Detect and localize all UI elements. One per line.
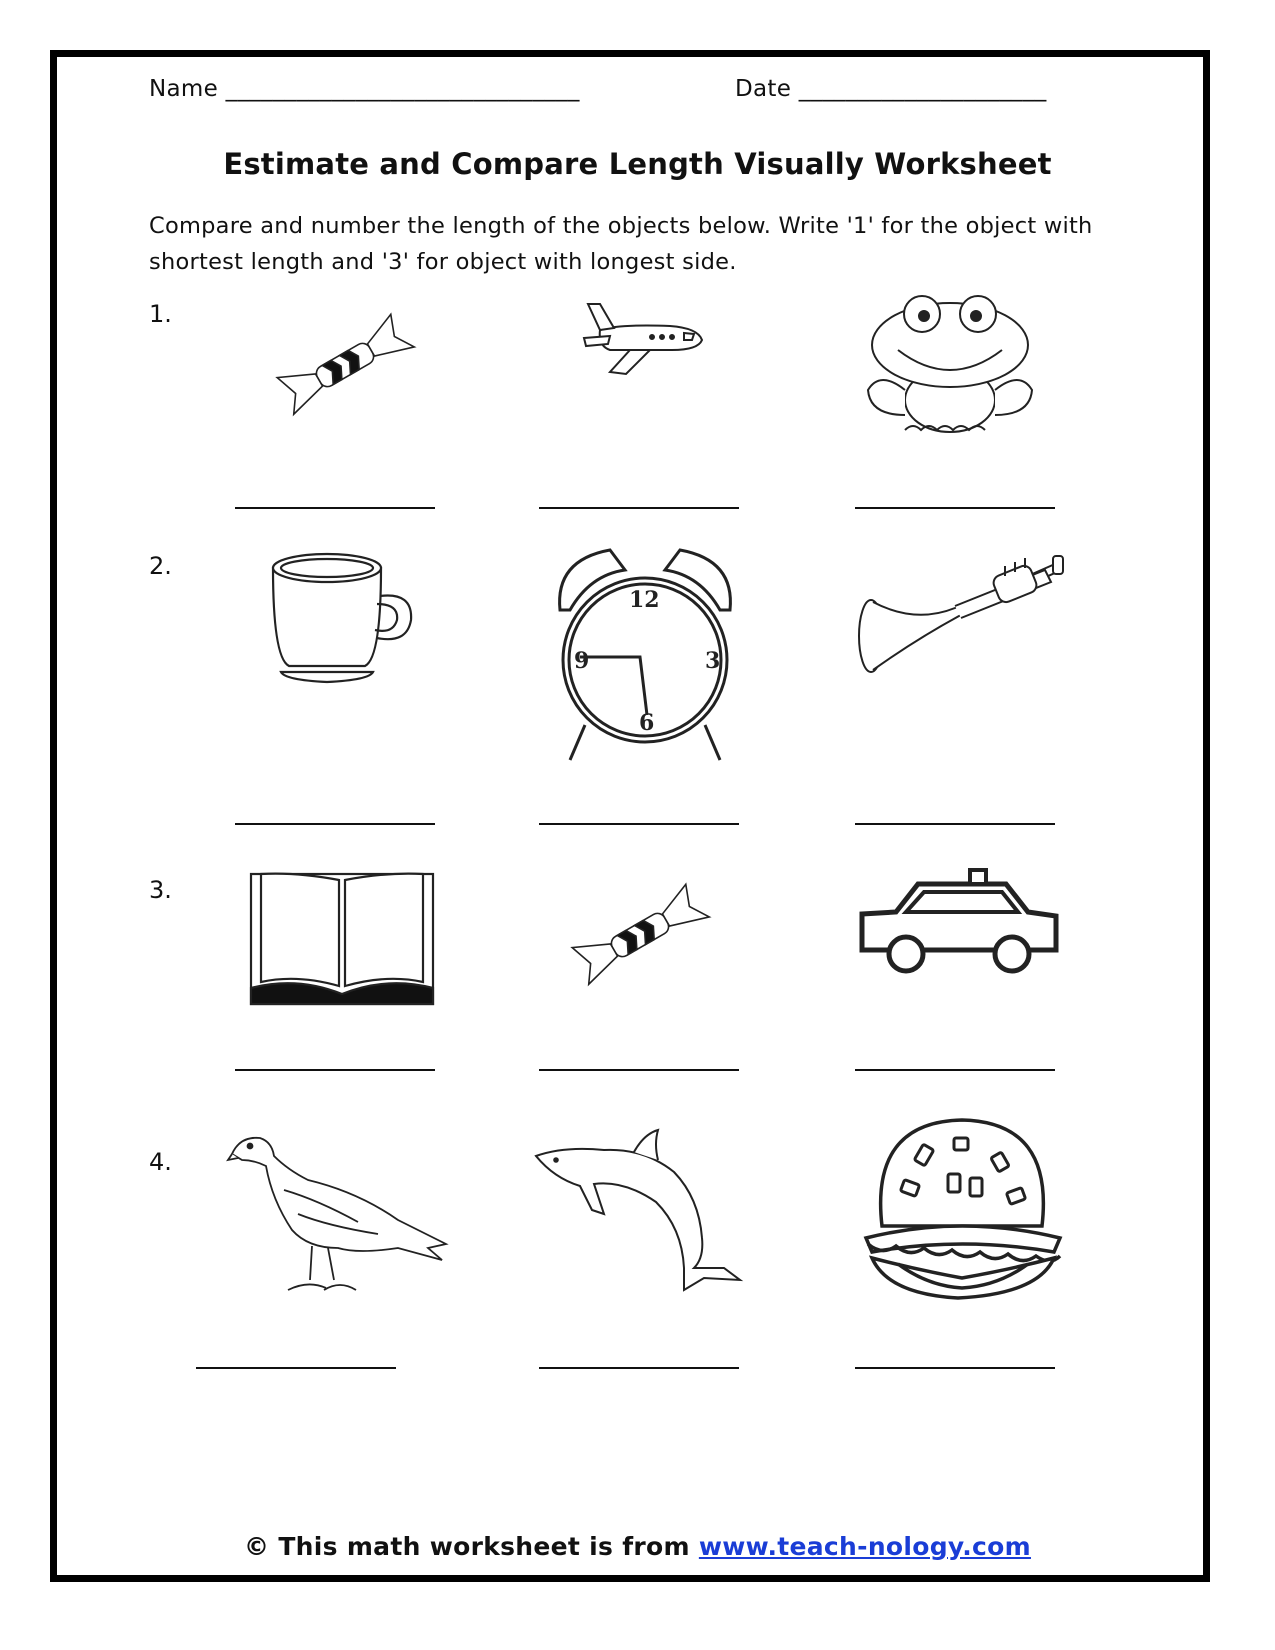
airplane-icon (580, 300, 710, 380)
footer (0, 1532, 1275, 1561)
answer-blank-4a[interactable] (196, 1367, 396, 1369)
date-field[interactable]: Date _____________________ (735, 76, 1047, 102)
answer-blank-2a[interactable] (235, 823, 435, 825)
problem-number-4: 4. (149, 1148, 172, 1176)
answer-blank-1b[interactable] (539, 507, 739, 509)
problem-number-2: 2. (149, 552, 172, 580)
hamburger-icon (858, 1118, 1068, 1303)
candy-icon (270, 310, 420, 420)
footer-text: © This math worksheet is from (244, 1532, 699, 1561)
clock-number-6: 6 (639, 710, 655, 736)
candy-icon (565, 880, 715, 990)
alarm-clock-icon (550, 545, 740, 765)
answer-blank-1c[interactable] (855, 507, 1055, 509)
answer-blank-2c[interactable] (855, 823, 1055, 825)
dolphin-icon (534, 1128, 744, 1293)
clock-number-9: 9 (574, 648, 590, 674)
clock-number-3: 3 (705, 648, 721, 674)
book-icon (247, 870, 437, 1010)
instructions: Compare and number the length of the objects below. Write '1' for the object with shortest length and '3' for object with longest side. (149, 213, 1093, 275)
answer-blank-2b[interactable] (539, 823, 739, 825)
clock-number-12: 12 (629, 587, 660, 613)
trumpet-icon (855, 548, 1065, 678)
mug-icon (265, 548, 415, 688)
answer-blank-4b[interactable] (539, 1367, 739, 1369)
problem-number-3: 3. (149, 876, 172, 904)
footer-link[interactable]: www.teach-nology.com (698, 1532, 1031, 1561)
answer-blank-3c[interactable] (855, 1069, 1055, 1071)
name-field[interactable]: Name ______________________________ (149, 76, 580, 102)
answer-blank-3b[interactable] (539, 1069, 739, 1071)
answer-blank-1a[interactable] (235, 507, 435, 509)
taxi-car-icon (856, 862, 1066, 982)
answer-blank-4c[interactable] (855, 1367, 1055, 1369)
problem-number-1: 1. (149, 300, 172, 328)
frog-icon (860, 290, 1040, 450)
eagle-icon (228, 1130, 448, 1305)
answer-blank-3a[interactable] (235, 1069, 435, 1071)
worksheet-title: Estimate and Compare Length Visually Worksheet (223, 147, 1052, 181)
